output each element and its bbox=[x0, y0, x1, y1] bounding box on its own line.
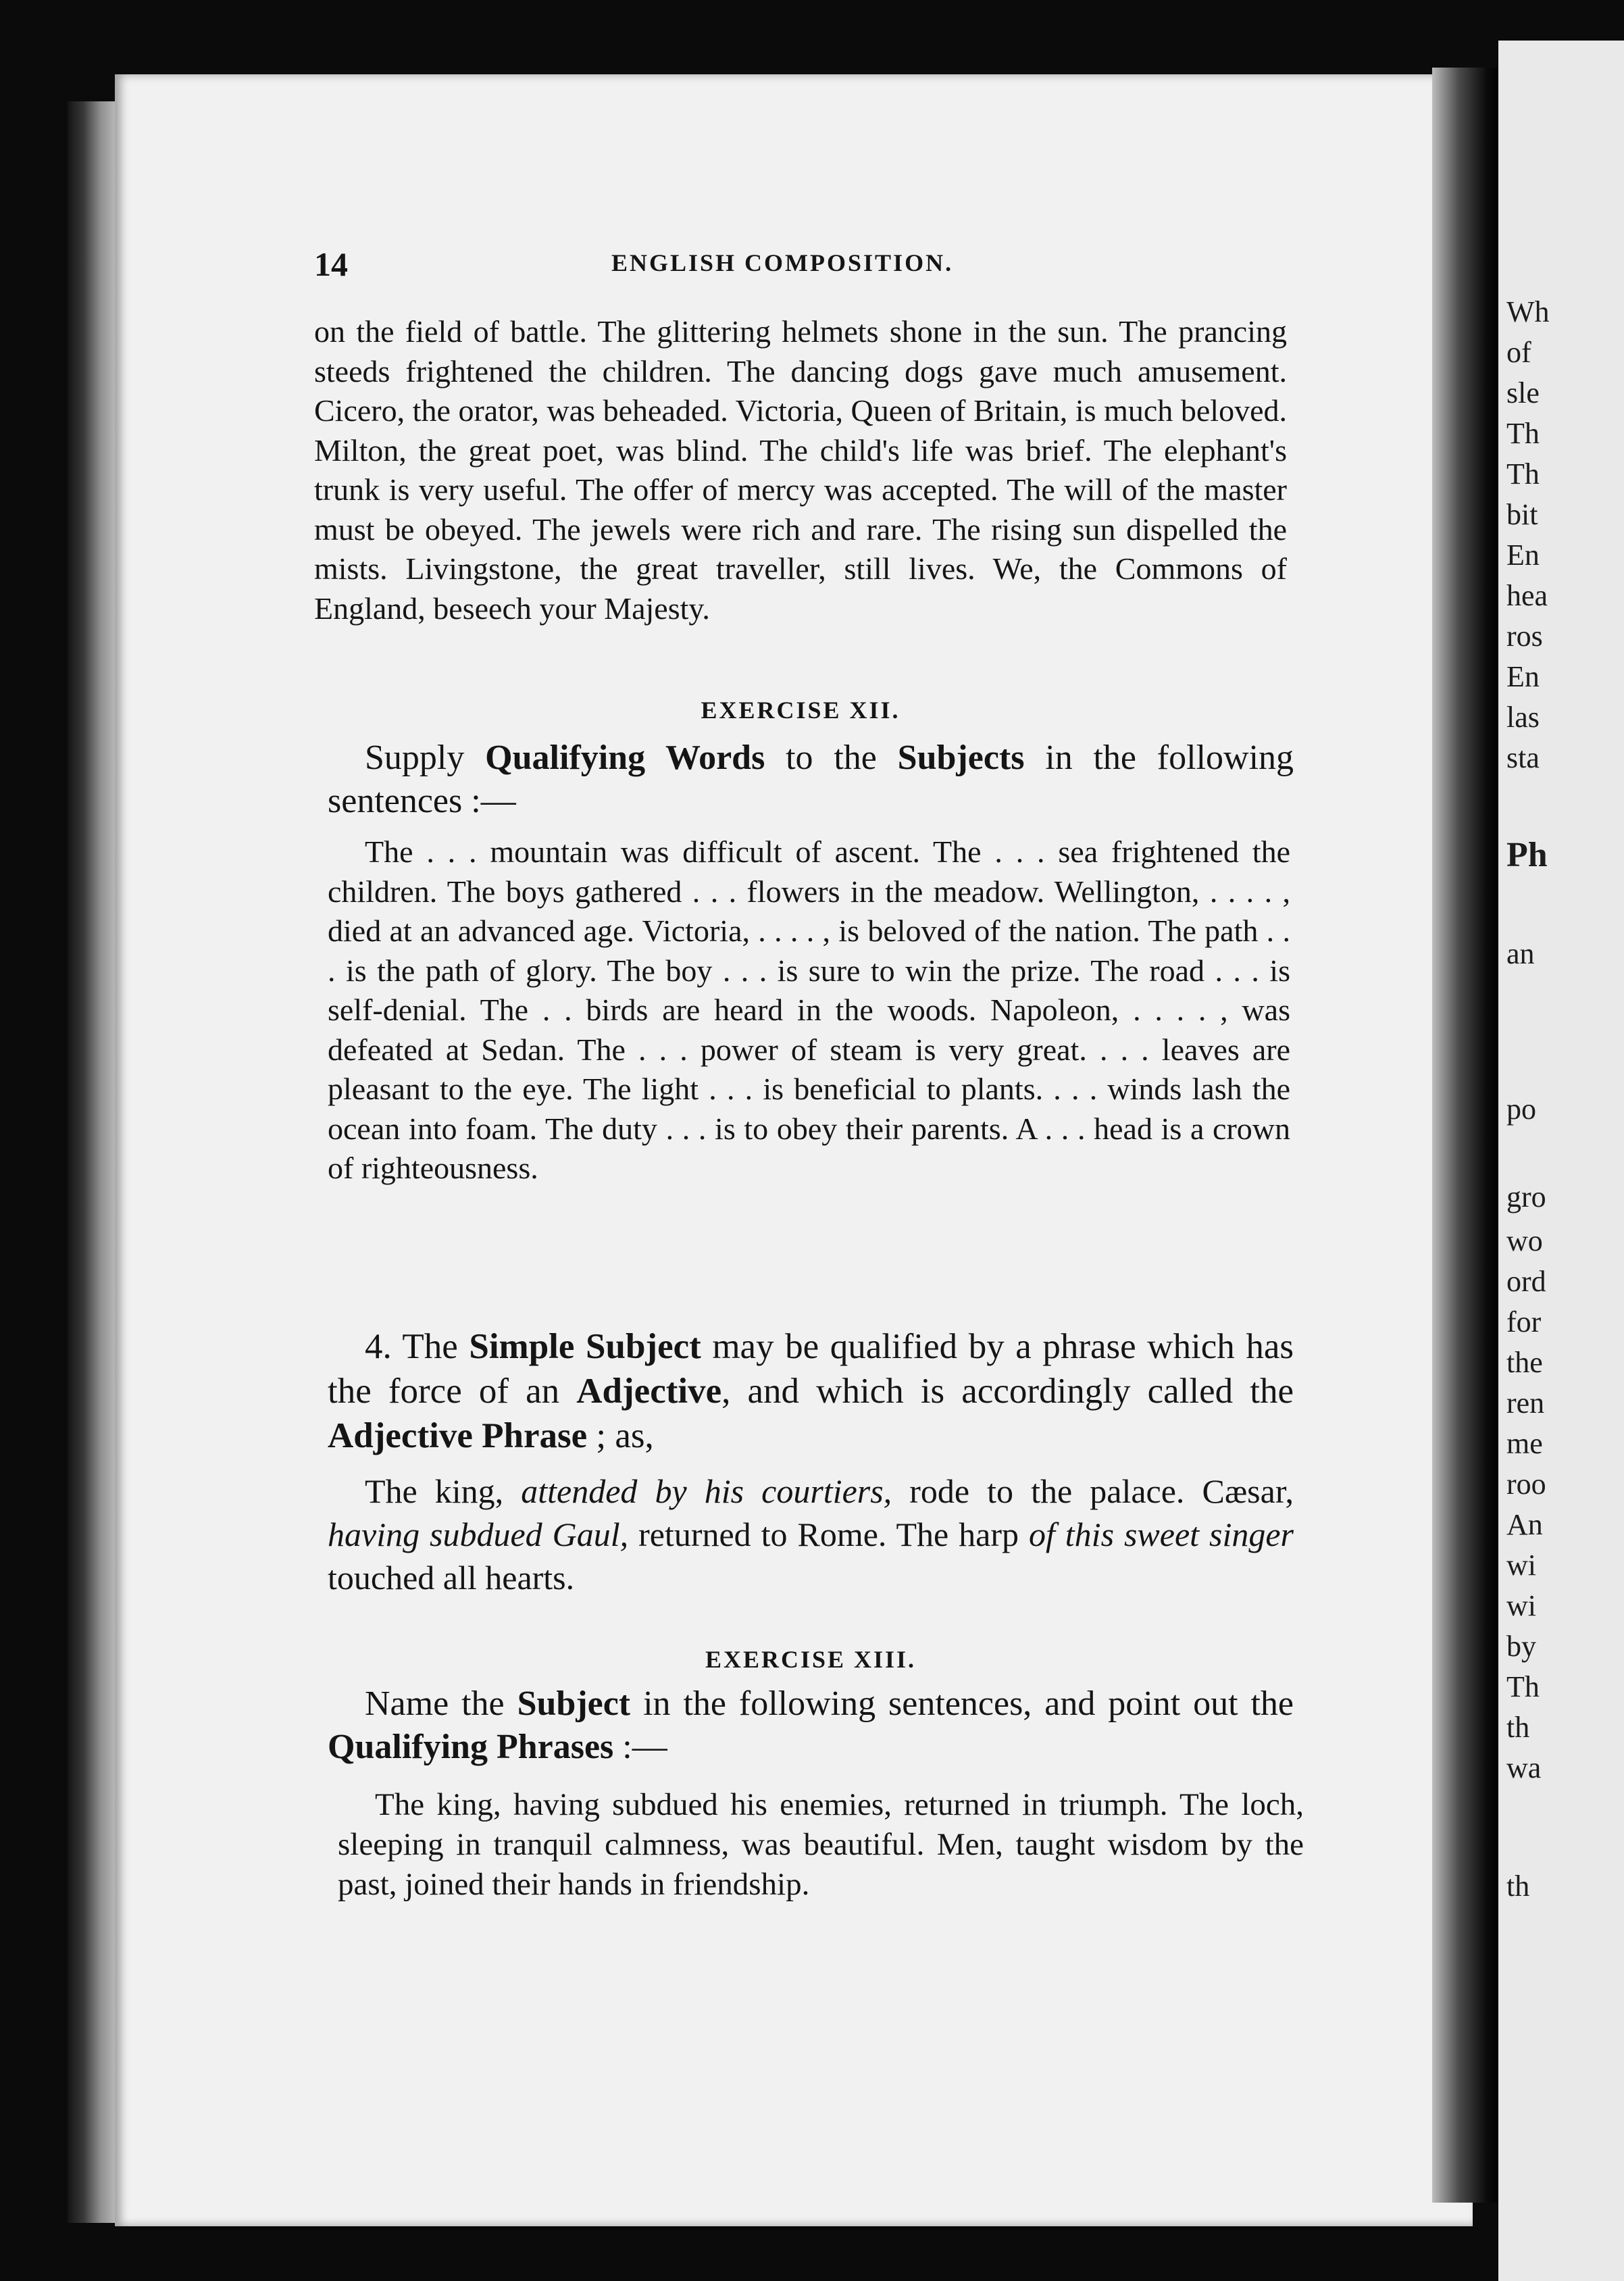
rule-text: may be qualified by a phrase which has the force of an bbox=[328, 1327, 1294, 1411]
facing-page-fragment: En bbox=[1506, 538, 1540, 572]
facing-page-fragment: wi bbox=[1506, 1589, 1536, 1622]
instruction-text: :— bbox=[613, 1728, 667, 1766]
example-text: rode to the palace. Cæsar, bbox=[892, 1472, 1294, 1510]
facing-page-fragment: Th bbox=[1506, 1670, 1540, 1703]
facing-page-fragment: Wh bbox=[1506, 295, 1550, 328]
instruction-text: in the following sentences, and point out the bbox=[630, 1684, 1294, 1723]
facing-page-fragment: for bbox=[1506, 1305, 1542, 1338]
rule-term: Adjective bbox=[576, 1372, 722, 1411]
instruction-text: in the following sentences :— bbox=[328, 738, 1294, 820]
instruction-text: Supply bbox=[365, 738, 486, 777]
facing-page-fragment: wa bbox=[1506, 1751, 1542, 1784]
facing-page-fragment: th bbox=[1506, 1870, 1530, 1903]
example-phrase: of this sweet singer bbox=[1028, 1515, 1294, 1553]
facing-page-fragment: roo bbox=[1506, 1468, 1546, 1501]
facing-page-fragment: bit bbox=[1506, 498, 1538, 531]
example-text: The king, bbox=[365, 1472, 522, 1510]
facing-page-fragment: sta bbox=[1506, 741, 1540, 774]
facing-page-fragment: gro bbox=[1506, 1180, 1546, 1213]
facing-page-fragment: me bbox=[1506, 1427, 1543, 1460]
facing-page-fragment: wo bbox=[1506, 1224, 1543, 1257]
facing-page-fragment: by bbox=[1506, 1630, 1536, 1663]
facing-page-fragment: po bbox=[1506, 1093, 1536, 1126]
instruction-text: to the bbox=[765, 738, 898, 777]
facing-page-fragment: sle bbox=[1506, 376, 1540, 409]
exercise-12-heading: EXERCISE XII. bbox=[701, 697, 900, 724]
page-header bbox=[314, 245, 1348, 285]
instruction-text: Name the bbox=[365, 1684, 517, 1723]
facing-page-fragment: th bbox=[1506, 1711, 1530, 1744]
example-text: touched all hearts. bbox=[328, 1559, 575, 1597]
book-gutter bbox=[1432, 68, 1500, 2203]
exercise-12-body: The . . . mountain was difficult of ascent. The . . . sea frightened the children. The boys gathered . . . flowers in the meadow. Wellington, . . . . , died at an advanced age. Victoria, . . . . , is beloved of the nation. The path . . . is the path of glory. The boy . . . is sure to win the prize. The road . . . is self-denial. The . . birds are heard in the woods. Napoleon, . . . . , was defeated at Sedan. The . . . power of steam is very great. . . . leaves are pleasant to the eye. The light . . . is beneficial to plants. . . . winds lash the ocean into foam. The duty . . . is to obey their parents. A . . . head is a crown of righteousness. bbox=[328, 834, 1290, 1185]
facing-page-fragment: ord bbox=[1506, 1265, 1546, 1298]
facing-page-fragment: ros bbox=[1506, 620, 1543, 653]
facing-page-fragment: Th bbox=[1506, 457, 1540, 491]
page-number: 14 bbox=[314, 245, 348, 283]
instruction-term: Subject bbox=[517, 1684, 631, 1723]
exercise-13-instruction bbox=[328, 1682, 1294, 1769]
exercise-13-heading: EXERCISE XIII. bbox=[705, 1646, 917, 1673]
facing-page-fragment: ren bbox=[1506, 1386, 1545, 1420]
facing-page-fragment: En bbox=[1506, 660, 1540, 693]
rule-4 bbox=[328, 1324, 1294, 1458]
instruction-term: Subjects bbox=[897, 738, 1025, 777]
rule-term: Simple Subject bbox=[469, 1327, 701, 1366]
facing-page-fragment: wi bbox=[1506, 1549, 1536, 1582]
facing-page-fragment: the bbox=[1506, 1346, 1543, 1379]
facing-page-fragment: hea bbox=[1506, 579, 1548, 612]
exercise-12-instruction bbox=[328, 736, 1294, 823]
facing-page-fragment: An bbox=[1506, 1508, 1543, 1541]
instruction-term: Qualifying Words bbox=[485, 738, 765, 777]
facing-page bbox=[1498, 41, 1624, 2281]
instruction-term: Qualifying Phrases bbox=[328, 1728, 614, 1766]
exercise-13-body: The king, having subdued his enemies, returned in triumph. The loch, sleeping in tranquil calmness, was beautiful. Men, taught wisdom by the past, joined their hands in friendship. bbox=[338, 1787, 1304, 1902]
continued-paragraph: on the field of battle. The glittering helmets shone in the sun. The prancing steeds frightened the children. The dancing dogs gave much amusement. Cicero, the orator, was beheaded. Victoria, Queen of Britain, is much beloved. Milton, the great poet, was blind. The child's life was brief. The elephant's trunk is very useful. The offer of mercy was accepted. The will of the master must be obeyed. The jewels were rich and rare. The rising sun dispelled the mists. Livingstone, the great traveller, still lives. We, the Commons of England, beseech your Majesty. bbox=[314, 314, 1287, 626]
facing-page-fragment: las bbox=[1506, 701, 1540, 734]
facing-page-fragment: Ph bbox=[1506, 836, 1548, 874]
rule-term: Adjective Phrase bbox=[328, 1416, 588, 1455]
facing-page-fragment: an bbox=[1506, 937, 1535, 970]
example-phrase: having subdued Gaul, bbox=[328, 1515, 629, 1553]
example-text: returned to Rome. The harp bbox=[628, 1515, 1029, 1553]
rule-text: , and which is accordingly called the bbox=[721, 1372, 1294, 1411]
facing-page-fragment: of bbox=[1506, 336, 1531, 369]
book-spine-shadow bbox=[68, 101, 122, 2223]
facing-page-fragment: Th bbox=[1506, 417, 1540, 450]
example-phrase: attended by his courtiers, bbox=[521, 1472, 892, 1510]
rule-text: ; as, bbox=[587, 1416, 654, 1455]
examples-paragraph bbox=[328, 1470, 1294, 1599]
rule-text: 4. The bbox=[365, 1327, 470, 1366]
running-head: ENGLISH COMPOSITION. bbox=[611, 249, 954, 276]
